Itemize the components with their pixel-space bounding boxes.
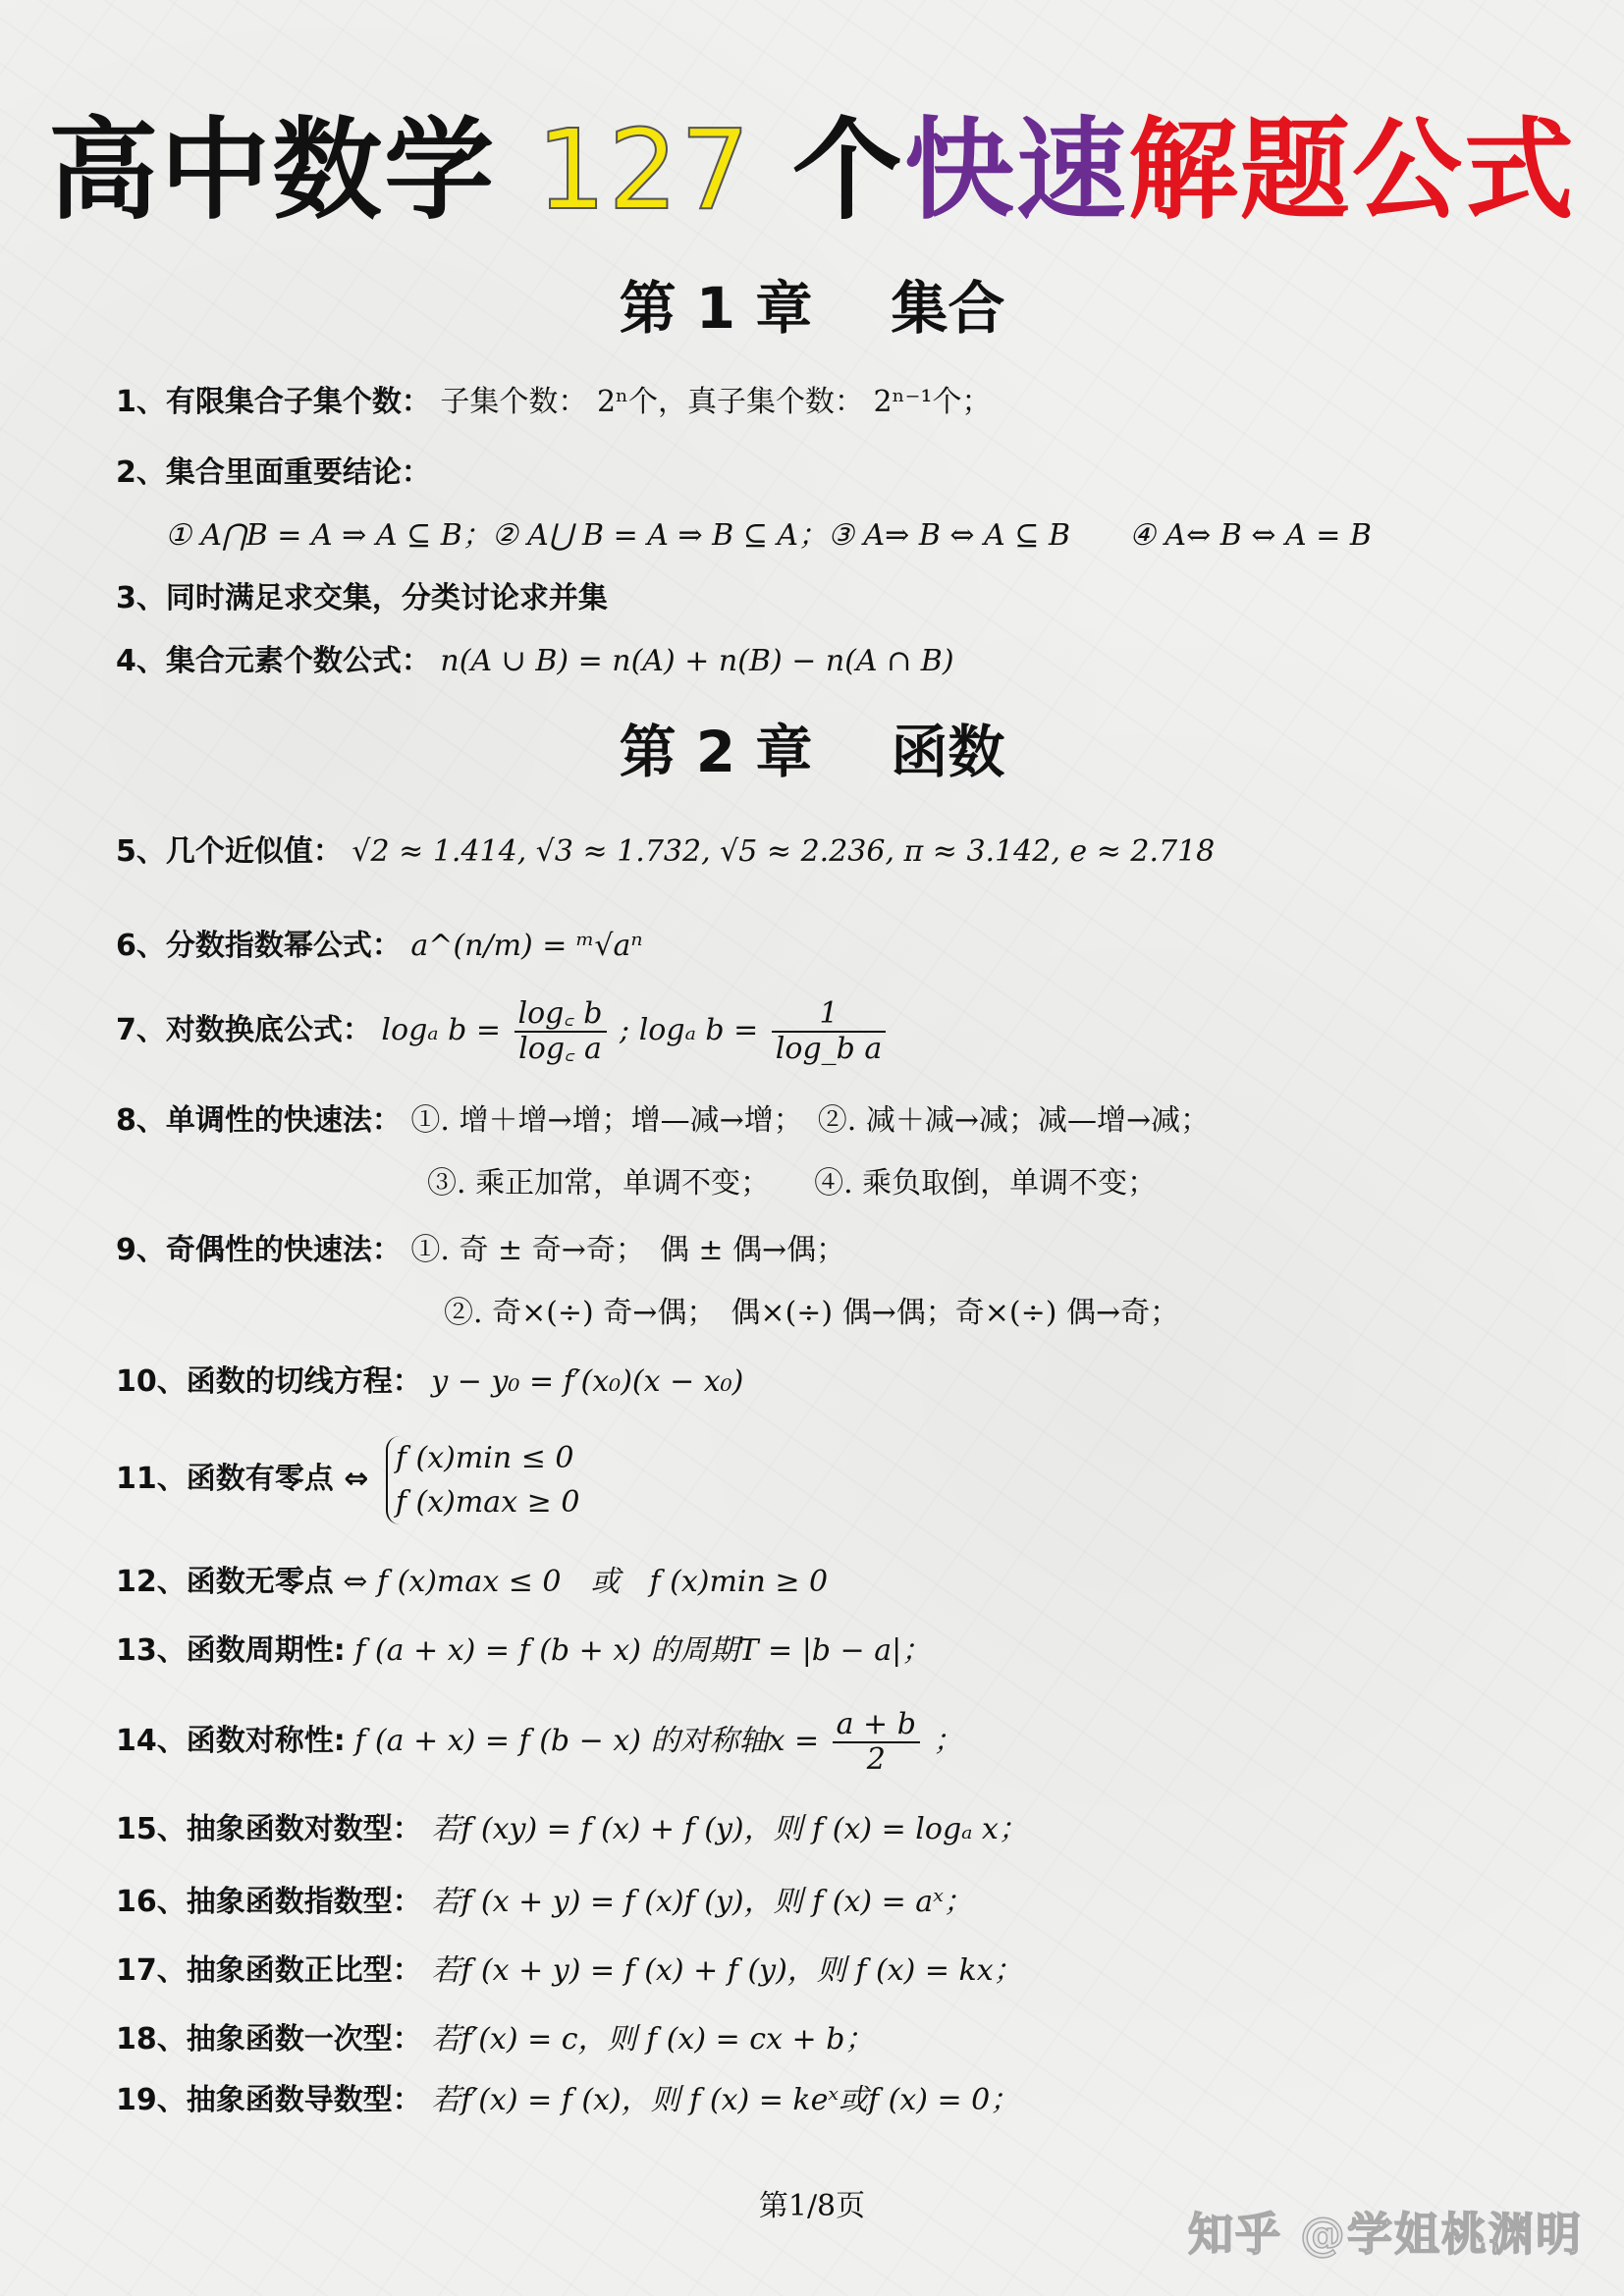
watermark: 知乎 @学姐桃渊明 bbox=[1187, 2208, 1583, 2261]
item-7-frac-1-num: log꜀ b bbox=[517, 995, 603, 1031]
chapter-1-label: 第 1 章 bbox=[619, 275, 813, 342]
title-part-5: 解题公式 bbox=[1127, 107, 1576, 235]
page-title bbox=[0, 107, 1624, 235]
item-9-label: 9、奇偶性的快速法： bbox=[116, 1233, 402, 1267]
item-7 bbox=[116, 991, 890, 1070]
item-18-label: 18、抽象函数一次型： bbox=[116, 2022, 422, 2056]
chapter-1-name: 集合 bbox=[891, 275, 1005, 342]
title-number: 127 bbox=[536, 107, 752, 235]
item-10-formula: y − y₀ = f′(x₀)(x − x₀) bbox=[431, 1364, 744, 1399]
item-14-frac-num: a + b bbox=[836, 1706, 916, 1741]
item-7-separator: ; bbox=[620, 1013, 630, 1047]
item-9 bbox=[116, 1229, 845, 1272]
item-5-formula: √2 ≈ 1.414, √3 ≈ 1.732, √5 ≈ 2.236, π ≈ 3.142, e ≈ 2.718 bbox=[352, 834, 1216, 869]
item-1 bbox=[116, 381, 992, 424]
item-18-formula: 若f′(x) = c，则 f (x) = cx + b； bbox=[431, 2022, 875, 2056]
item-11-conditions bbox=[386, 1436, 580, 1524]
item-13 bbox=[116, 1629, 931, 1673]
item-2-label: 2、集合里面重要结论： bbox=[116, 455, 431, 490]
item-6 bbox=[116, 925, 643, 968]
chapter-2-label: 第 2 章 bbox=[619, 719, 813, 785]
item-10 bbox=[116, 1361, 743, 1404]
item-2-formula-row bbox=[165, 514, 1372, 558]
item-14 bbox=[116, 1702, 962, 1781]
item-2-formula: ① A⋂B = A ⇒ A ⊆ B；② A⋃ B = A ⇒ B ⊆ A；③ A⇒ B ⇔ A ⊆ B ④ A⇔ B ⇔ A = B bbox=[165, 518, 1372, 553]
title-part-1: 高中数学 bbox=[48, 107, 497, 235]
item-13-label: 13、函数周期性: bbox=[116, 1633, 346, 1668]
item-5 bbox=[116, 830, 1215, 874]
item-17 bbox=[116, 1949, 1023, 1993]
item-7-lhs-2: logₐ b = bbox=[638, 1013, 759, 1047]
item-8-line-1: ①. 增＋增→增；增—减→增； ②. 减＋减→减；减—增→减； bbox=[410, 1103, 1211, 1138]
item-7-fraction-1 bbox=[514, 997, 607, 1067]
item-8-label: 8、单调性的快速法： bbox=[116, 1103, 402, 1138]
item-16-formula: 若f (x + y) = f (x)f (y)，则 f (x) = aˣ； bbox=[431, 1885, 973, 1919]
item-4-label: 4、集合元素个数公式： bbox=[116, 644, 431, 678]
item-19 bbox=[116, 2079, 1019, 2122]
item-3 bbox=[116, 577, 608, 620]
item-7-fraction-2 bbox=[772, 997, 887, 1067]
item-5-label: 5、几个近似值： bbox=[116, 834, 343, 869]
item-8-line-2: ③. 乘正加常，单调不变； ④. 乘负取倒，单调不变； bbox=[427, 1166, 1158, 1201]
item-8-line-2-row bbox=[427, 1162, 1157, 1205]
item-19-formula: 若f′(x) = f (x)，则 f (x) = keˣ或f (x) = 0； bbox=[431, 2083, 1020, 2117]
item-7-frac-1-den: log꜀ a bbox=[514, 1031, 607, 1067]
page-number: 第1/8页 bbox=[758, 2189, 866, 2223]
item-11-label: 11、函数有零点 ⇔ bbox=[116, 1462, 369, 1496]
item-1-formula: 子集个数： 2ⁿ个，真子集个数： 2ⁿ⁻¹个； bbox=[440, 385, 992, 419]
item-9-line-1: ①. 奇 ± 奇→奇； 偶 ± 偶→偶； bbox=[410, 1233, 846, 1267]
item-6-label: 6、分数指数幂公式： bbox=[116, 929, 402, 963]
item-7-lhs-1: logₐ b = bbox=[381, 1013, 501, 1047]
title-part-4: 快速 bbox=[903, 107, 1128, 235]
item-14-label: 14、函数对称性: bbox=[116, 1724, 346, 1758]
item-17-label: 17、抽象函数正比型： bbox=[116, 1953, 422, 1988]
item-15 bbox=[116, 1808, 1028, 1851]
item-19-label: 19、抽象函数导数型： bbox=[116, 2083, 422, 2117]
item-16 bbox=[116, 1881, 973, 1924]
item-12-formula: ⇔ f (x)max ≤ 0 或 f (x)min ≥ 0 bbox=[343, 1565, 829, 1599]
item-7-frac-2-num: 1 bbox=[819, 995, 839, 1031]
item-12-label: 12、函数无零点 bbox=[116, 1565, 334, 1599]
item-4-formula: n(A ∪ B) = n(A) + n(B) − n(A ∩ B) bbox=[440, 644, 954, 678]
chapter-2-name: 函数 bbox=[891, 719, 1005, 785]
title-part-3: 个 bbox=[791, 107, 904, 235]
item-11-condition-max: f (x)max ≥ 0 bbox=[395, 1485, 580, 1520]
item-7-label: 7、对数换底公式： bbox=[116, 1013, 372, 1047]
item-1-label: 1、有限集合子集个数： bbox=[116, 385, 431, 419]
item-9-line-2: ②. 奇×(÷) 奇→偶； 偶×(÷) 偶→偶；奇×(÷) 偶→奇； bbox=[444, 1296, 1180, 1330]
item-14-frac-den: 2 bbox=[833, 1741, 920, 1778]
item-4 bbox=[116, 640, 954, 683]
item-17-formula: 若f (x + y) = f (x) + f (y)，则 f (x) = kx； bbox=[431, 1953, 1023, 1988]
item-16-label: 16、抽象函数指数型： bbox=[116, 1885, 422, 1919]
item-2-label-row bbox=[116, 452, 431, 495]
item-12 bbox=[116, 1561, 828, 1604]
item-15-formula: 若f (xy) = f (x) + f (y)，则 f (x) = logₐ x； bbox=[431, 1812, 1028, 1846]
item-10-label: 10、函数的切线方程： bbox=[116, 1364, 422, 1399]
item-11-condition-min: f (x)min ≤ 0 bbox=[395, 1441, 574, 1475]
item-11 bbox=[116, 1435, 579, 1524]
item-7-frac-2-den: log_b a bbox=[772, 1031, 887, 1067]
item-3-label: 3、同时满足求交集，分类讨论求并集 bbox=[116, 581, 608, 615]
chapter-1-heading bbox=[0, 275, 1624, 342]
item-9-line-2-row bbox=[444, 1292, 1179, 1335]
item-14-fraction bbox=[833, 1708, 920, 1778]
item-8 bbox=[116, 1099, 1210, 1143]
item-18 bbox=[116, 2018, 874, 2061]
item-14-formula: f (a + x) = f (b − x) 的对称轴x = bbox=[354, 1724, 820, 1758]
item-14-tail: ； bbox=[933, 1724, 963, 1758]
item-6-formula: a^(n/m) = ᵐ√aⁿ bbox=[410, 929, 643, 963]
chapter-2-heading bbox=[0, 719, 1624, 785]
item-15-label: 15、抽象函数对数型： bbox=[116, 1812, 422, 1846]
item-13-formula: f (a + x) = f (b + x) 的周期T = |b − a|； bbox=[354, 1633, 932, 1668]
